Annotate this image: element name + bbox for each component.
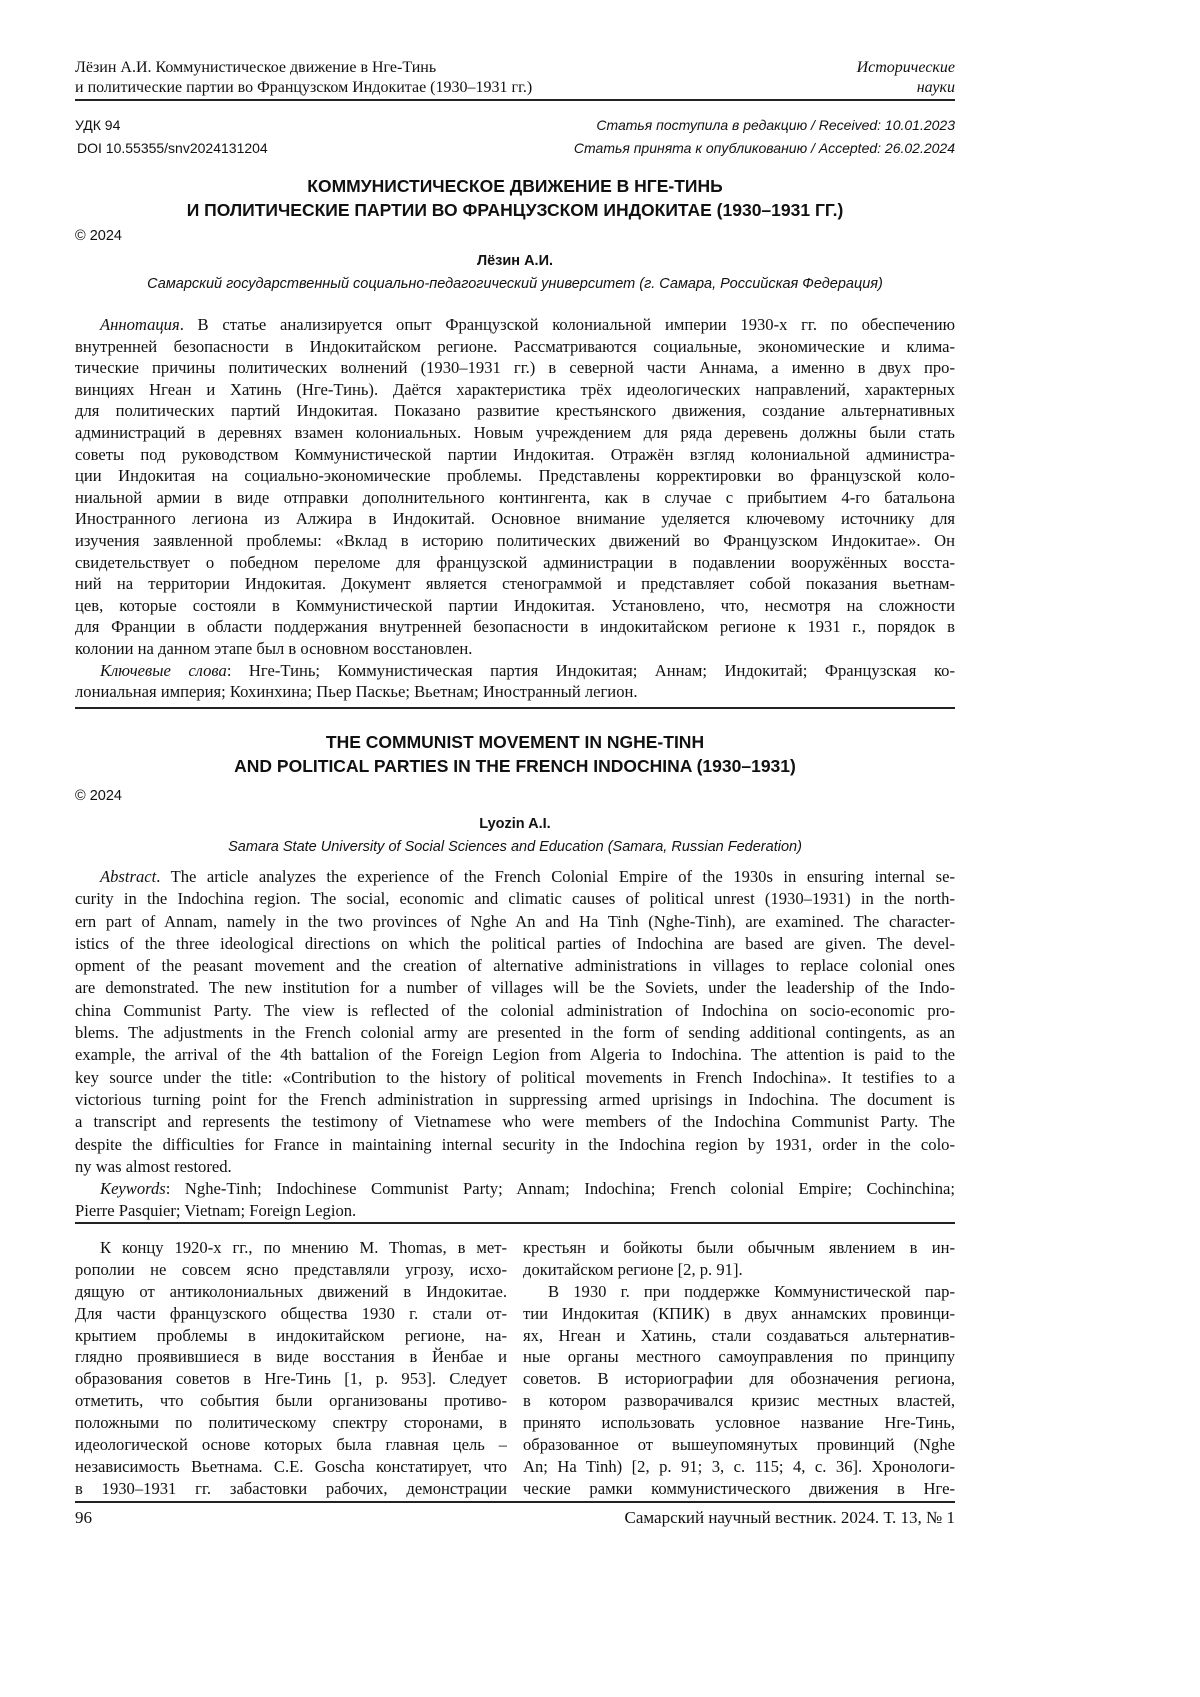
en-keywords-line: Pierre Pasquier; Vietnam; Foreign Legion. — [75, 1201, 357, 1221]
en-abstract-line: despite the difficulties for France in maintaining internal security in the Indochina region by 1931, order in the colo- — [75, 1134, 955, 1154]
body-text-line: Для части французского общества 1930 г. стали от- — [75, 1303, 507, 1323]
ru-abstract-line: тические причины политических волнений (1930–1931 гг.) в северной части Аннама, а именно в двух про- — [75, 358, 955, 378]
en-keywords-line — [75, 1178, 955, 1200]
en-abstract-line: ern part of Annam, namely in the two provinces of Nghe An and Ha Tinh (Nghe-Tinh), are examined. The character- — [75, 911, 955, 931]
ru-abstract — [75, 314, 955, 703]
ru-keywords-text: : Нге-Тинь; Коммунистическая партия Индокитая; Аннам; Индокитай; Французская ко- — [226, 660, 955, 680]
ru-abstract-line: внутренней безопасности в Индокитайском регионе. Рассматриваются социальные, экономические и клима- — [75, 336, 955, 356]
body-text-line: крестьян и бойкоты были обычным явлением в ин- — [523, 1238, 955, 1257]
journal-citation: Самарский научный вестник. 2024. Т. 13, № 1 — [624, 1508, 955, 1527]
ru-abstract-rule — [75, 707, 955, 709]
ru-abstract-line: свидетельствует о победном переломе для французской администрации в подавлении вооружённых восста- — [75, 552, 955, 572]
body-column-right — [523, 1237, 955, 1500]
running-header-left — [75, 58, 532, 98]
ru-abstract-line: колонии на данном этапе был в основном восстановлен. — [75, 638, 473, 658]
body-text-line: независимость Вьетнама. C.E. Goscha констатирует, что — [75, 1456, 507, 1476]
en-abstract-line: blems. The adjustments in the French colonial army are presented in the form of sending additional contingents, as an — [75, 1023, 955, 1043]
en-abstract-line: china Communist Party. The view is reflected of the colonial administration of Indochina on socio-economic pro- — [75, 1000, 955, 1020]
ru-abstract-line: Иностранного легиона из Алжира в Индокитай. Основное внимание уделяется ключевому источнику для — [75, 509, 955, 529]
ru-keywords-line — [75, 660, 955, 682]
ru-abstract-line: ний на территории Индокитая. Документ является стенограммой и представляет собой показания вьетнам- — [75, 574, 955, 594]
ru-copyright: © 2024 — [75, 228, 122, 244]
ru-abstract-line: изучения заявленной проблемы: «Вклад в историю политических движений во Французском Индокитае». Он — [75, 530, 955, 550]
body-text-line: ческие рамки коммунистического движения в Нге- — [523, 1478, 955, 1498]
body-text-line: образованное от вышеупомянутых провинций (Nghe — [523, 1435, 955, 1455]
en-title — [75, 730, 955, 778]
body-text-line: глядно проявившиеся в виде восстания в Йенбае и — [75, 1347, 507, 1367]
ru-abstract-line: администраций в деревнях взамен колониальных. Новым учреждением для ряда деревень должны были стать — [75, 422, 955, 442]
en-keywords-label: Keywords — [100, 1179, 166, 1199]
ru-abstract-line — [75, 314, 955, 336]
ru-title-line: КОММУНИСТИЧЕСКОЕ ДВИЖЕНИЕ В НГЕ-ТИНЬ — [307, 176, 723, 196]
en-abstract-rule — [75, 1222, 955, 1224]
ru-abstract-line: ции Индокитая на социально-экономические проблемы. Представлены корректировки во французской коло- — [75, 466, 955, 486]
ru-affiliation: Самарский государственный социально-педагогический университет (г. Самара, Российская Федерация) — [147, 276, 883, 292]
ru-author: Лёзин А.И. — [476, 253, 554, 269]
en-abstract — [75, 866, 955, 1223]
header-rule — [75, 99, 955, 101]
ru-title — [75, 174, 955, 222]
received-date: Статья поступила в редакцию / Received: 10.01.2023 — [596, 117, 955, 133]
en-abstract-line: victorious turning point for the French administration in suppressing armed uprisings in Indochina. The document is — [75, 1089, 955, 1109]
body-text-line: дящую от антиколониальных движений в Индокитае. — [75, 1281, 507, 1301]
en-abstract-line: key source under the title: «Contribution to the history of political movements in French Indochina». It testifies to a — [75, 1067, 955, 1087]
udk: УДК 94 — [75, 117, 121, 133]
en-affiliation: Samara State University of Social Sciences and Education (Samara, Russian Federation) — [228, 839, 802, 855]
body-text-line: ные органы местного самоуправления по принципу — [523, 1347, 955, 1367]
body-text-line: К концу 1920-х гг., по мнению M. Thomas, в мет- — [100, 1238, 507, 1257]
body-column-left — [75, 1237, 507, 1500]
body-text-line: идеологической основе которых была главная цель – — [75, 1435, 507, 1455]
body-text-line: крытием проблемы в индокитайском регионе, на- — [75, 1325, 507, 1345]
body-text-line: рополии не совсем ясно представляли угрозу, исхо- — [75, 1259, 507, 1279]
en-title-line: THE COMMUNIST MOVEMENT IN NGHE-TINH — [325, 732, 705, 752]
body-text-line: В 1930 г. при поддержке Коммунистической пар- — [548, 1281, 955, 1301]
body-text-line: принято использовать условное название Нге-Тинь, — [523, 1413, 955, 1433]
body-text-line: An; Ha Tinh) [2, p. 91; 3, с. 115; 4, с. 36]. Хронологи- — [523, 1456, 955, 1476]
body-text-line: советов. В историографии для обозначения региона, — [523, 1369, 955, 1389]
footer-rule — [75, 1501, 955, 1503]
doi: DOI 10.55355/snv2024131204 — [77, 140, 268, 156]
en-abstract-text: . The article analyzes the experience of the French Colonial Empire of the 1930s in ensuring internal se- — [156, 867, 955, 886]
body-text-line: в котором разворачивался кризис местных властей, — [523, 1391, 955, 1411]
body-text-line: ях, Нгеан и Хатинь, стали создаваться альтернатив- — [523, 1325, 955, 1345]
en-abstract-label: Abstract — [100, 867, 157, 886]
en-abstract-line: a transcript and represents the testimony of Vietnamese who were members of the Indochina Communist Party. The — [75, 1112, 955, 1132]
running-header-section — [857, 58, 955, 98]
ru-abstract-line: для политических партий Индокитая. Показано развитие крестьянского движения, создание альтернативных — [75, 401, 955, 421]
en-abstract-line: opment of the peasant movement and the creation of alternative administrations in villages to replace colonial ones — [75, 956, 955, 976]
ru-keywords-label: Ключевые слова — [100, 660, 227, 680]
body-text-line: образования советов в Нге-Тинь [1, p. 953]. Следует — [75, 1369, 507, 1389]
body-text-line: в 1930–1931 гг. забастовки рабочих, демонстрации — [75, 1478, 507, 1498]
ru-abstract-line: для Франции в области поддержания внутренней безопасности в индокитайском регионе к 1931 г., порядок в — [75, 617, 955, 637]
en-title-line: AND POLITICAL PARTIES IN THE FRENCH INDOCHINA (1930–1931) — [234, 756, 796, 776]
body-text-line: тии Индокитая (КПИК) в двух аннамских провинци- — [523, 1303, 955, 1323]
en-keywords-text: : Nghe-Tinh; Indochinese Communist Party; Annam; Indochina; French colonial Empire; Cochinchina; — [165, 1179, 955, 1199]
running-header-right-line: Исторические — [856, 59, 955, 76]
running-header-left-line: Лёзин А.И. Коммунистическое движение в Нге-Тинь — [75, 59, 437, 76]
en-abstract-line: example, the arrival of the 4th battalion of the Foreign Legion from Algeria to Indochina. The attention is paid to the — [75, 1045, 955, 1065]
en-copyright: © 2024 — [75, 788, 122, 804]
ru-abstract-text: . В статье анализируется опыт Французской колониальной империи 1930-х гг. по обеспечению — [179, 315, 955, 334]
ru-abstract-label: Аннотация — [100, 315, 180, 334]
accepted-date: Статья принята к опубликованию / Accepted: 26.02.2024 — [573, 140, 955, 156]
ru-abstract-line: цев, которые состояли в Коммунистической партии Индокитая. Установлено, что, несмотря на сложности — [75, 595, 955, 615]
en-abstract-line — [75, 866, 955, 888]
en-abstract-line: ny was almost restored. — [75, 1156, 232, 1176]
ru-title-line: И ПОЛИТИЧЕСКИЕ ПАРТИИ ВО ФРАНЦУЗСКОМ ИНДОКИТАЕ (1930–1931 ГГ.) — [186, 200, 844, 220]
body-text-line: докитайском регионе [2, p. 91]. — [523, 1259, 743, 1279]
en-abstract-line: are demonstrated. The new institution for a number of villages will be the Soviets, under the leadership of the Indo- — [75, 978, 955, 998]
ru-keywords-line: лониальная империя; Кохинхина; Пьер Паскье; Вьетнам; Иностранный легион. — [75, 682, 638, 702]
page-number: 96 — [75, 1508, 92, 1527]
running-header-left-line: и политические партии во Французском Индокитае (1930–1931 гг.) — [75, 79, 533, 96]
ru-abstract-line: винциях Нгеан и Хатинь (Нге-Тинь). Даётся характеристика трёх идеологических направлений, характерных — [75, 379, 955, 399]
en-abstract-line: istics of the three ideological directions on which the political parties of Indochina are based are given. The devel- — [75, 933, 955, 953]
ru-abstract-line: советы под руководством Коммунистической партии Индокитая. Отражён взгляд колониальной администра- — [75, 444, 955, 464]
ru-abstract-line: ниальной армии в виде отправки дополнительного контингента, как в случае с прибытием 4-го батальона — [75, 487, 955, 507]
body-text-line: положными по политическому спектру сторонами, в — [75, 1413, 507, 1433]
body-text-line: отметить, что события были организованы противо- — [75, 1391, 507, 1411]
en-abstract-line: curity in the Indochina region. The social, economic and climatic causes of political unrest (1930–1931) in the north- — [75, 889, 955, 909]
en-author: Lyozin A.I. — [479, 816, 551, 832]
running-header-right-line: науки — [916, 79, 955, 96]
